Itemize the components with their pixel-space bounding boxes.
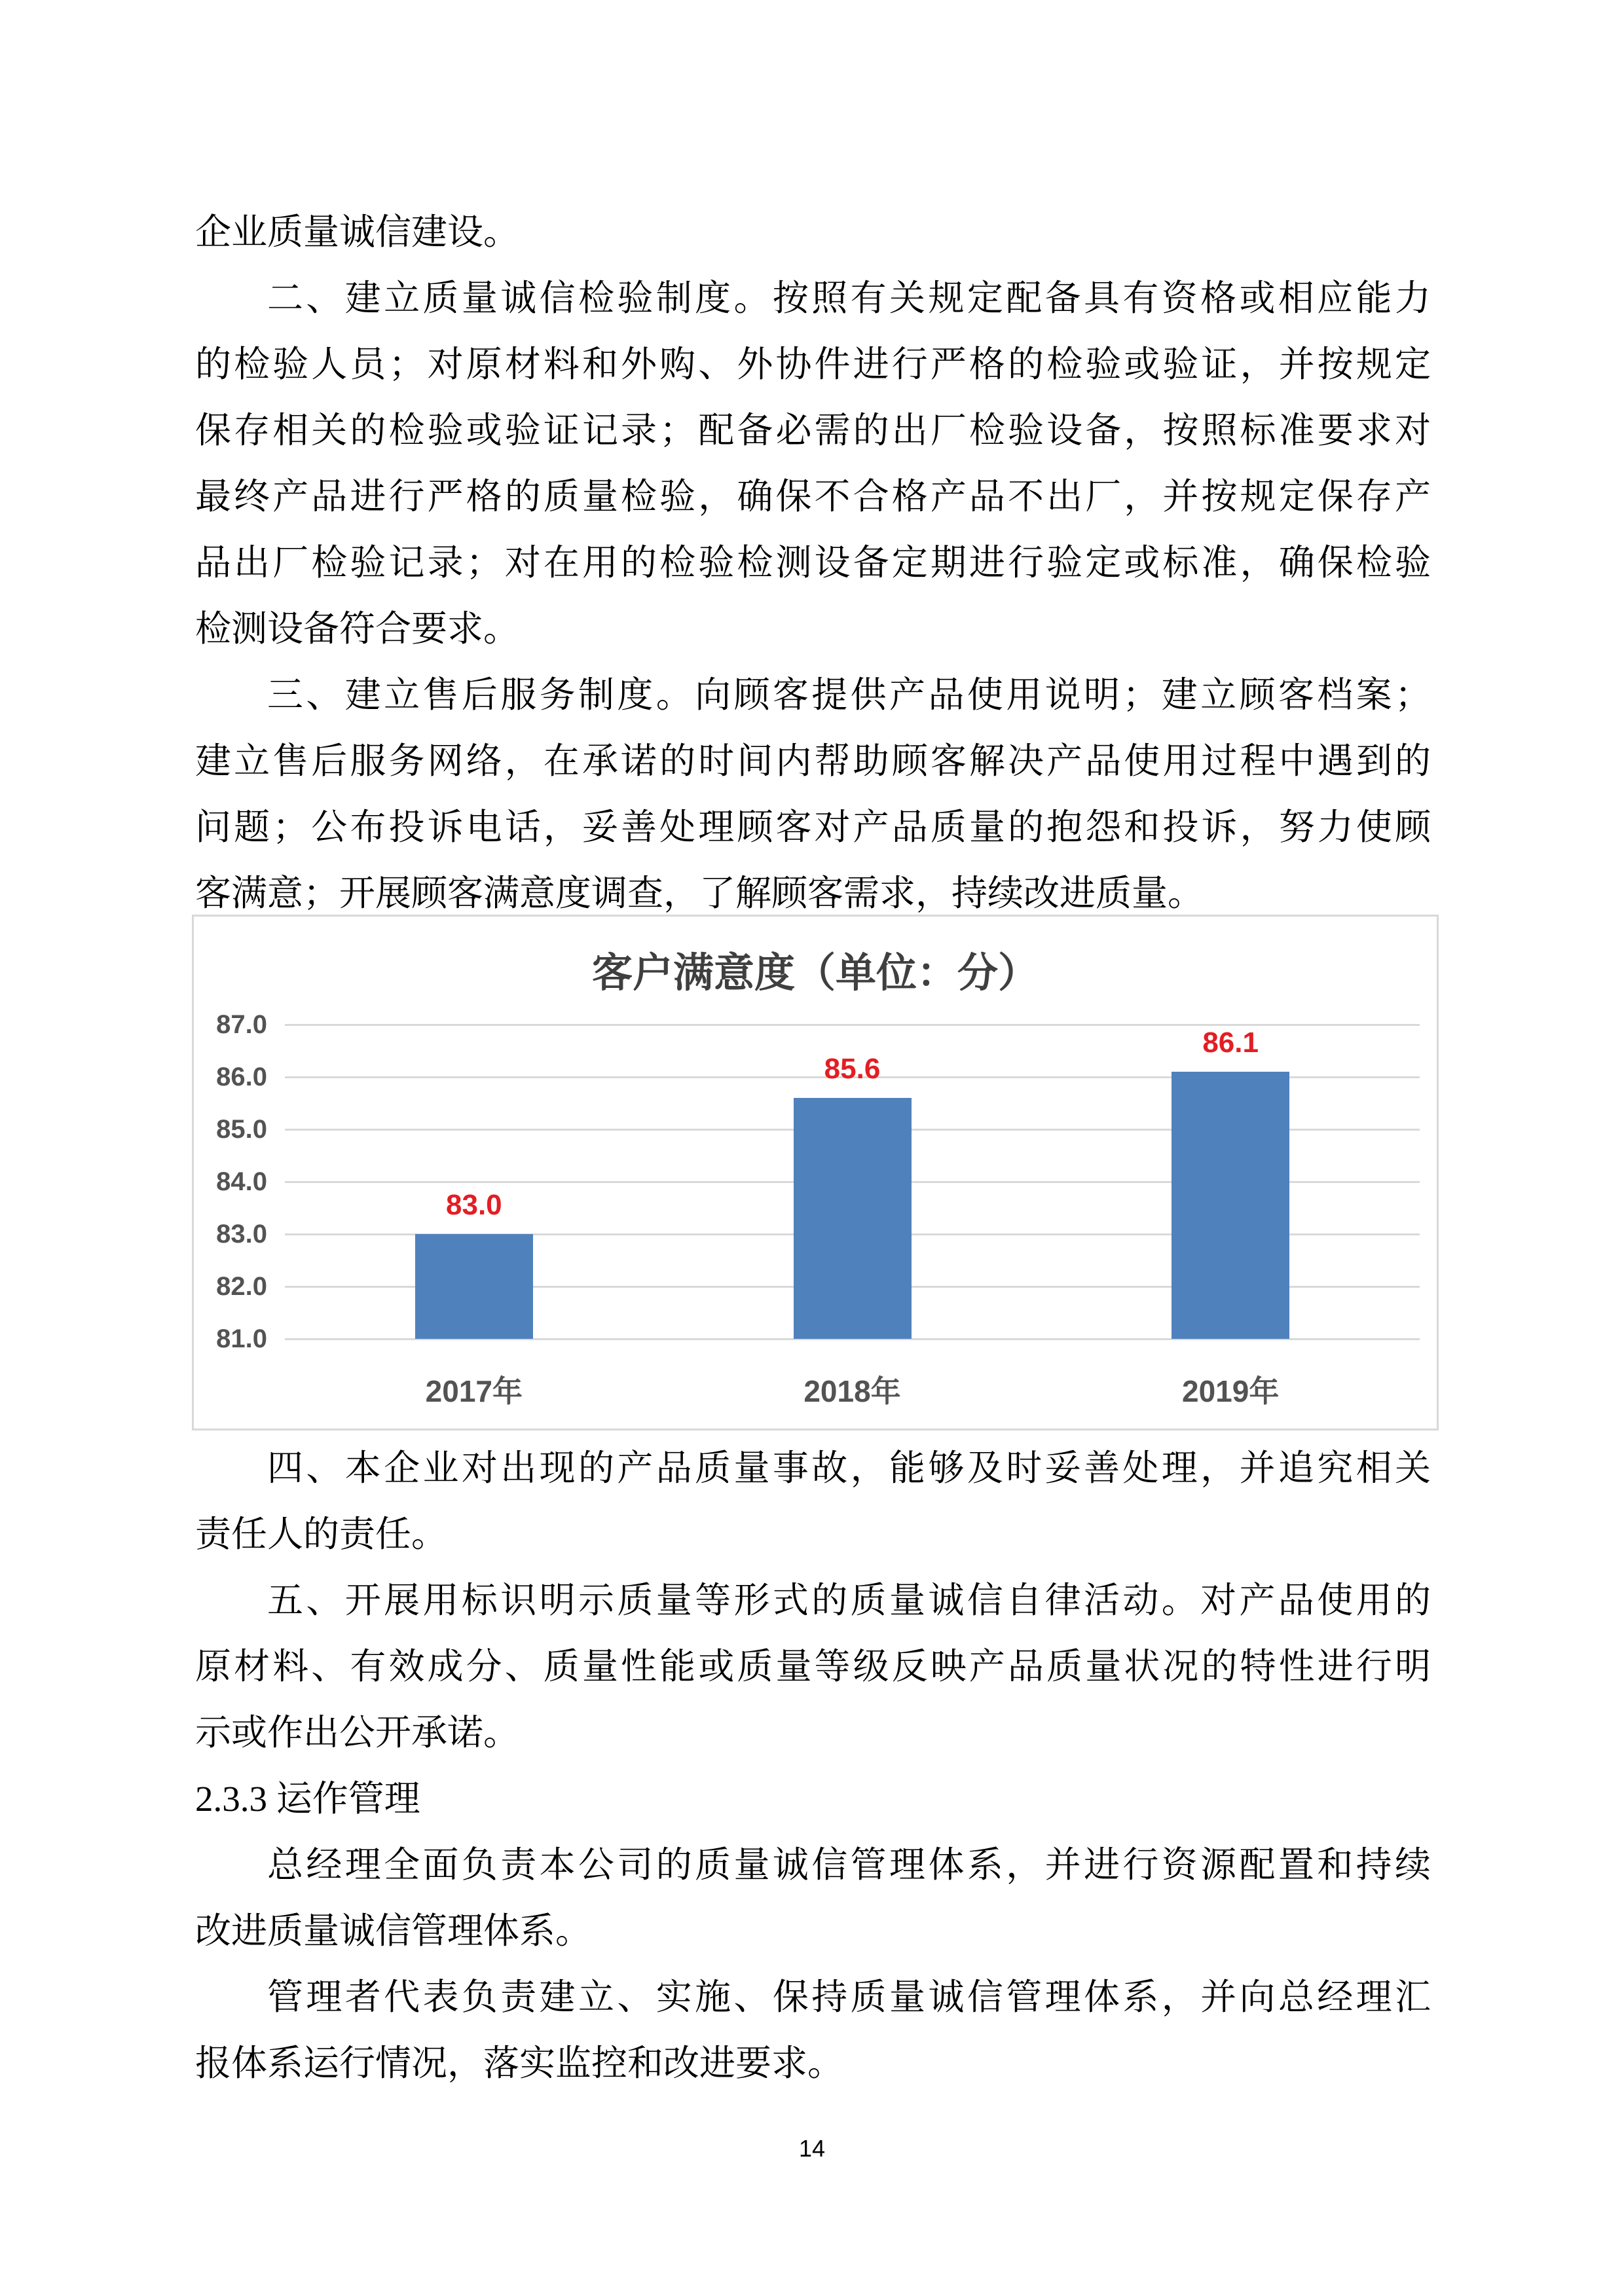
- y-tick-label: 87.0: [216, 1010, 267, 1039]
- paragraphs-bottom: [195, 1435, 1431, 2096]
- bar-value-label: 83.0: [446, 1189, 502, 1221]
- bar-value-label: 86.1: [1202, 1027, 1259, 1059]
- paragraph-line: 品出厂检验记录；对在用的检验检测设备定期进行验定或标准，确保检验: [195, 543, 1431, 583]
- paragraph-line: 建立售后服务网络，在承诺的时间内帮助顾客解决产品使用过程中遇到的: [195, 741, 1431, 781]
- chart-title: 客户满意度（单位：分）: [591, 951, 1039, 996]
- paragraphs-top: [195, 199, 1431, 926]
- paragraph-line: 问题；公布投诉电话，妥善处理顾客对产品质量的抱怨和投诉，努力使顾: [195, 807, 1431, 847]
- bar-value-label: 85.6: [824, 1053, 881, 1085]
- paragraph-line: 五、开展用标识明示质量等形式的质量诚信自律活动。对产品使用的: [267, 1580, 1431, 1620]
- paragraph-line: 改进质量诚信管理体系。: [195, 1911, 592, 1951]
- page-number: 14: [798, 2135, 826, 2162]
- y-tick-label: 83.0: [216, 1220, 267, 1248]
- paragraph-line: 保存相关的检验或验证记录；配备必需的出厂检验设备，按照标准要求对: [195, 410, 1431, 450]
- paragraph-line: 最终产品进行严格的质量检验，确保不合格产品不出厂，并按规定保存产: [195, 477, 1431, 517]
- y-tick-label: 84.0: [216, 1167, 267, 1196]
- x-category-label: 2018年: [803, 1374, 901, 1408]
- x-category-label: 2017年: [425, 1374, 523, 1408]
- paragraph-line: 管理者代表负责建立、实施、保持质量诚信管理体系，并向总经理汇: [267, 1977, 1431, 2017]
- paragraph-line: 示或作出公开承诺。: [195, 1713, 520, 1753]
- y-tick-label: 81.0: [216, 1324, 267, 1353]
- paragraph-line: 企业质量诚信建设。: [195, 212, 520, 252]
- paragraph-line: 原材料、有效成分、质量性能或质量等级反映产品质量状况的特性进行明: [195, 1647, 1431, 1686]
- paragraph-line: 报体系运行情况，落实监控和改进要求。: [195, 2043, 844, 2083]
- paragraph-line: 二、建立质量诚信检验制度。按照有关规定配备具有资格或相应能力: [267, 278, 1431, 318]
- paragraph-line: 三、建立售后服务制度。向顾客提供产品使用说明；建立顾客档案；: [267, 675, 1431, 715]
- chart-plot-area: [194, 917, 1437, 1429]
- y-tick-label: 86.0: [216, 1063, 267, 1091]
- bar: [1172, 1072, 1289, 1339]
- y-tick-label: 85.0: [216, 1115, 267, 1144]
- paragraph-line: 客满意；开展顾客满意度调查，了解顾客需求，持续改进质量。: [195, 873, 1204, 913]
- x-category-label: 2019年: [1181, 1374, 1280, 1408]
- y-tick-label: 82.0: [216, 1272, 267, 1301]
- paragraph-line: 责任人的责任。: [195, 1514, 448, 1554]
- paragraph-line: 检测设备符合要求。: [195, 609, 520, 649]
- chart: [192, 915, 1439, 1430]
- paragraph-line: 四、本企业对出现的产品质量事故，能够及时妥善处理，并追究相关: [267, 1448, 1431, 1488]
- paragraph-line: 的检验人员；对原材料和外购、外协件进行严格的检验或验证，并按规定: [195, 344, 1431, 384]
- paragraph-line: 总经理全面负责本公司的质量诚信管理体系，并进行资源配置和持续: [267, 1845, 1431, 1885]
- bar: [794, 1098, 912, 1339]
- bar: [415, 1234, 533, 1339]
- section-heading: 2.3.3 运作管理: [195, 1779, 420, 1819]
